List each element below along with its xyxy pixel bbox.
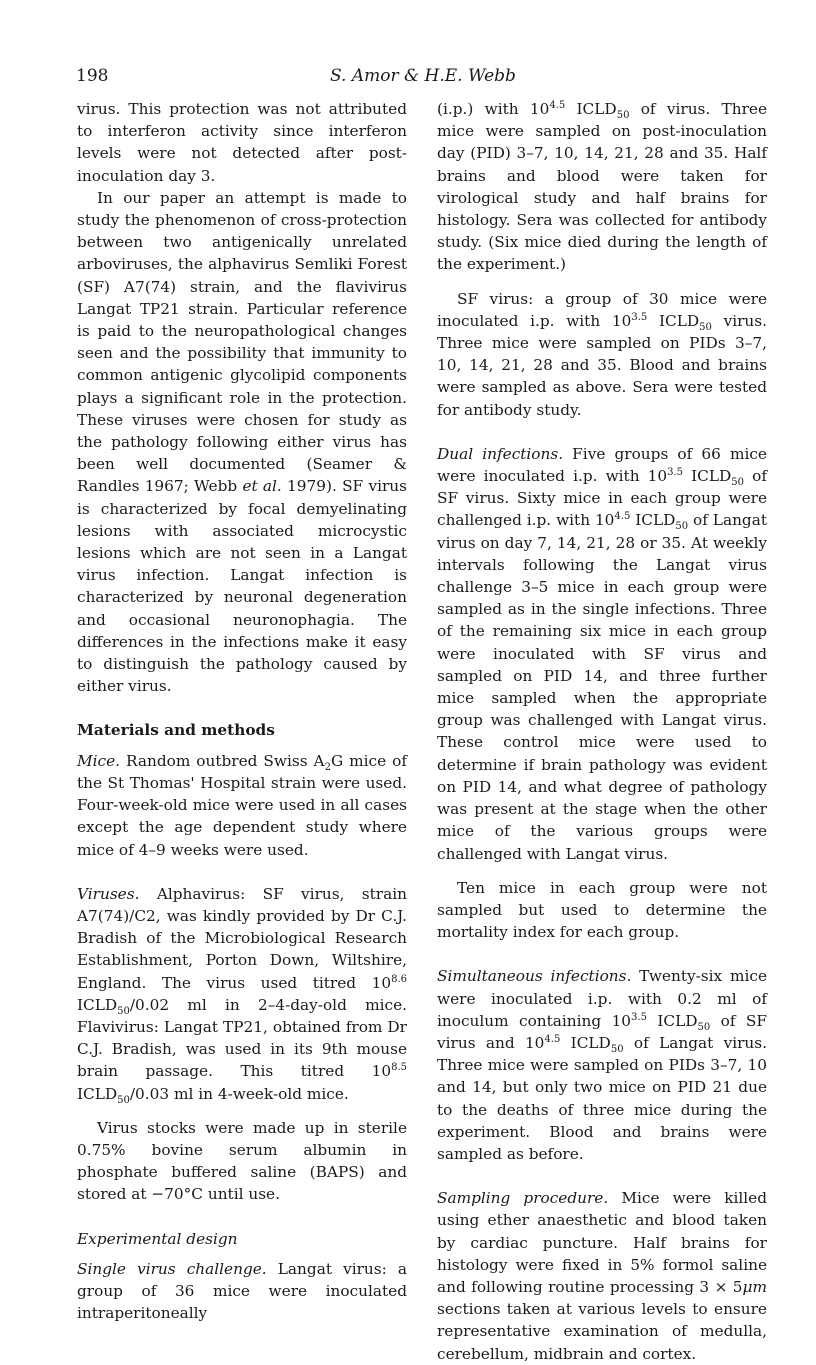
paragraph-mortality-index: Ten mice in each group were not sampled but used to determine the mortality index for each group. xyxy=(437,878,767,942)
paragraph-langat-inoculation: (i.p.) with $10^{4.5}$ $ICLD_{50}$ of virus. Three mice were sampled on post-inoculation day (PID) 3–7, 10, 14, 21, 28 and 35. Half brains and blood were taken for virological study and half brains for histology. Sera was collected for antibody study. (Six mice died during the length of the experiment.) xyxy=(437,99,767,274)
page-number: 198 xyxy=(76,66,109,86)
heading-experimental-design: Experimental design xyxy=(77,1229,238,1248)
paragraph-introduction: In our paper an attempt is made to study the phenomenon of cross-protection between two antigenically unrelated arboviruses, the alphavirus Semliki Forest (SF) A7(74) strain, and the flavivirus Langat TP21 strain. Particular reference is paid to the neuropathological changes seen and the possibility that immunity to common antigenic glycolipid components plays a significant role in the protection. These viruses were chosen for study as the pathology following either virus has been well documented (Seamer & Randles 1967; Webb et al. 1979). SF virus is characterized by focal demyelinating lesions with associated microcystic lesions which are not seen in a Langat virus infection. Langat infection is characterized by neuronal degeneration and occasional neuronophagia. The differences in the infections make it easy to distinguish the pathology caused by either virus. xyxy=(77,188,407,696)
paragraph-virus-stocks: Virus stocks were made up in sterile 0.75% bovine serum albumin in phosphate buffered saline (BAPS) and stored at −70°C until use. xyxy=(77,1118,407,1204)
paragraph-sf-virus: SF virus: a group of 30 mice were inoculated i.p. with $10^{3.5}$ $ICLD_{50}$ virus. Three mice were sampled on PIDs 3–7, 10, 14, 21, 28 and 35. Blood and brains were sampled as above. Sera were tested for antibody study. xyxy=(437,289,767,419)
running-head: S. Amor & H.E. Webb xyxy=(330,66,516,86)
right-column xyxy=(437,98,767,1365)
paragraph-protection: virus. This protection was not attributed to interferon activity since interferon levels were not detected after post-inoculation day 3. xyxy=(77,100,407,185)
heading-materials-methods: Materials and methods xyxy=(77,721,275,740)
paragraph-viruses: Viruses. Alphavirus: SF virus, strain A7(74)/C2, was kindly provided by Dr C.J. Bradish of the Microbiological Research Establishment, Porton Down, Wiltshire, England. The virus used titred $10^{8.6}$ $ICLD_{50}/0.02$ ml in 2–4-day-old mice. Flavivirus: Langat TP21, obtained from Dr C.J. Bradish, was used in its 9th mouse brain passage. This titred $10^{8.5}$ $ICLD_{50}/0.03$ ml in 4-week-old mice. xyxy=(77,884,407,1106)
paragraph-dual-infections: Dual infections. Five groups of 66 mice were inoculated i.p. with $10^{3.5}$ $ICLD_{50}$ of SF virus. Sixty mice in each group were challenged i.p. with $10^{4.5}$ $ICLD_{50}$ of Langat virus on day 7, 14, 21, 28 or 35. At weekly intervals following the Langat virus challenge 3–5 mice in each group were sampled as in the single infections. Three of the remaining six mice in each group were inoculated with SF virus and sampled on PID 14, and three further mice sampled when the appropriate group was challenged with Langat virus. These control mice were used to determine if brain pathology was evident on PID 14, and what degree of pathology was present at the stage when the other mice of the various groups were challenged with Langat virus. xyxy=(437,444,767,863)
paragraph-simultaneous-infections: Simultaneous infections. Twenty-six mice were inoculated i.p. with 0.2 ml of inoculum containing $10^{3.5}$ $ICLD_{50}$ of SF virus and $10^{4.5}$ $ICLD_{50}$ of Langat virus. Three mice were sampled on PIDs 3–7, 10 and 14, but only two mice on PID 21 due to the deaths of three mice during the experiment. Blood and brains were sampled as before. xyxy=(437,967,767,1163)
paragraph-mice: Mice. Random outbred Swiss $A_2G$ mice of the St Thomas' Hospital strain were used. Four-week-old mice were used in all cases except the age dependent study where mice of 4–9 weeks were used. xyxy=(77,751,407,859)
left-column xyxy=(77,98,407,1324)
paragraph-sampling-procedure: Sampling procedure. Mice were killed using ether anaesthetic and blood taken by cardiac puncture. Half brains for histology were fixed in 5% formol saline and following routine processing 3 × 5μm sections taken at various levels to ensure representative examination of medulla, cerebellum, midbrain and cortex. xyxy=(437,1189,767,1363)
paragraph-single-challenge: Single virus challenge. Langat virus: a group of 36 mice were inoculated intraperitoneally xyxy=(77,1259,408,1323)
